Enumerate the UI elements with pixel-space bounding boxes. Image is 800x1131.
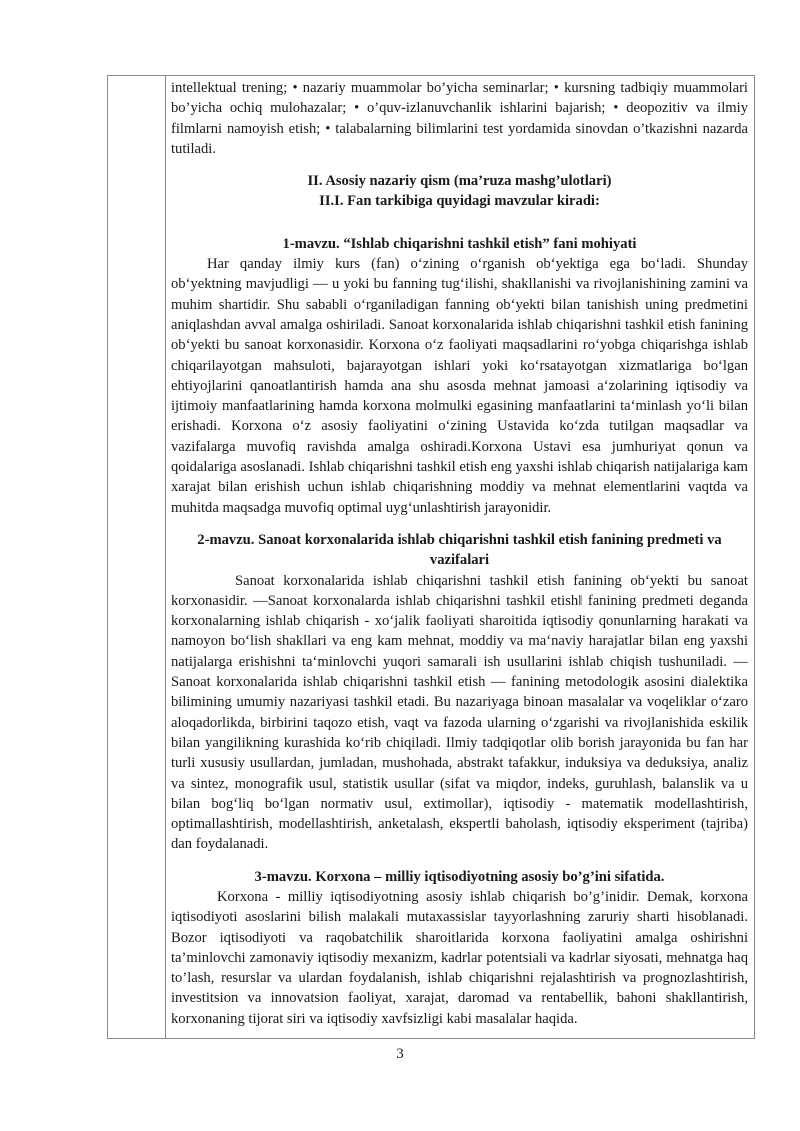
section-title: II. Asosiy nazariy qism (ma’ruza mashg’ulotlari) bbox=[307, 173, 612, 190]
main-content-cell bbox=[171, 78, 748, 1029]
topic-3-title: 3-mavzu. Korxona – milliy iqtisodiyotning asosiy bo’g’ini sifatida. bbox=[254, 868, 665, 885]
left-empty-column bbox=[108, 76, 166, 1038]
topic-1-title: 1-mavzu. “Ishlab chiqarishni tashkil etish” fani mohiyati bbox=[282, 235, 637, 252]
topic-2-body: Sanoat korxonalarida ishlab chiqarishni tashkil etish fanining ob‘yekti bu sanoat korxonasidir. —Sanoat korxonalarda ishlab chiqarishni tashkil etish‖ fanining predmeti deganda korxonalarning ishlab chiqarish - xo‘jalik faoliyati sharoitida iqtisodiy qonunlarning harakati va namoyon bo‘lish shakllari va eng kam mehnat, moddiy va ma‘naviy harajatlar bilan eng yaxshi natijalarga erishishni ta‘minlovchi yuqori samarali ish usullarini ishlab chiqish tushuniladi. —Sanoat korxonalarida ishlab chiqarishni tashkil etish — fanining metodologik asosini dialektika bilimining umumiy nazariyasi tashkil etadi. Bu nazariyaga binoan masalalar va voqeliklar o‘zaro aloqadorlikda, birbirini taqozo etish, vaqt va fazoda ularning o‘zgarishi va rivojlanishida eskilik bilan yangilikning kurashida ko‘rib chiqiladi. Ilmiy tadqiqotlar olib borish jarayonida bu fan har turli xususiy usullardan, jumladan, mushohada, abstrakt tafakkur, induksiya va deduksiya, analiz va sintez, monografik usul, statistik usullar (sifat va miqdor, indeks, guruhlash, balanslik va u bilan bog‘liq bo‘lgan normativ usul, extimollar), iqtisodiy - matematik modellashtirish, optimallashtirish, modellashtirish, anketalash, ekspertli baholash, iqtisodiy eksperiment (tajriba) dan foydalanadi. bbox=[171, 572, 748, 853]
document-table-frame bbox=[107, 75, 755, 1039]
intro-paragraph: intellektual trening; • nazariy muammolar bo’yicha seminarlar; • kursning tadbiqiy muammolari bo’yicha ochiq mulohazalar; • o’quv-izlanuvchanlik ishlarini bajarish; • deopozitiv va ilmiy filmlarni namoyish etish; • talabalarning bilimlarini test yordamida sinovdan o’tkazishni nazarda tutiladi. bbox=[171, 80, 748, 157]
page-number: 3 bbox=[396, 1046, 404, 1062]
topic-2-title: 2-mavzu. Sanoat korxonalarida ishlab chiqarishni tashkil etish fanining predmeti va vazifalari bbox=[197, 531, 722, 569]
section-subtitle: II.I. Fan tarkibiga quyidagi mavzular kiradi: bbox=[319, 193, 600, 210]
topic-3-body: Korxona - milliy iqtisodiyotning asosiy ishlab chiqarish bo’g’inidir. Demak, korxona iqtisodiyoti asoslarini bilish malakali mutaxassislar tayyorlashning zaruriy sharti hisoblanadi. Bozor iqtisodiyoti va raqobatchilik sharoitlarida korxona faoliyatini amalga oshirishni ta’minlovchi zamonaviy iqtisodiy mexanizm, kadrlar potentsiali va kadrlar siyosati, mehnatga haq to’lash, resurslar va ulardan foydalanish, ishlab chiqarishni rejalashtirish va prognozlashtirish, investitsion va innovatsion faoliyat, xarajat, daromad va rentabellik, bahoni shakllantirish, korxonaning tijorat siri va iqtisodiy xavfsizligi kabi masalalar haqida. bbox=[171, 888, 748, 1027]
topic-1-body: Har qanday ilmiy kurs (fan) o‘zining o‘rganish ob‘yektiga ega bo‘ladi. Shunday ob‘yektning mavjudligi — u yoki bu fanning tug‘ilishi, shakllanishi va rivojlanishining zamini va muhim shartidir. Shu sababli o‘rganiladigan fanning ob‘yekti bilan tanishish uning predmetini aniqlashdan avval amalga oshiriladi. Sanoat korxonalarida ishlab chiqarishni tashkil etish fanining ob‘yekti bu sanoat korxonasidir. Korxona o‘z faoliyati maqsadlarini ro‘yobga chiqarishga ishlab chiqarilayotgan mahsuloti, bajarayotgan ishlari yoki ko‘rsatayotgan xizmatlariga bo‘lgan ehtiyojlarini qanoatlantirish hamda ana shu asosda mehnat jamoasi a‘zolarining iqtisodiy va ijtimoiy manfaatlarining hamda korxona molmulki egasining manfaatlarini ta‘minlash yo‘li bilan erishadi. Korxona o‘z asosiy faoliyatini o‘zining Ustavida ko‘zda tutilgan maqsadlar va vazifalarga muvofiq ravishda amalga oshiradi.Korxona Ustavi esa jumhuriyat qonun va qoidalariga asoslanadi. Ishlab chiqarishni tashkil etish eng yaxshi ishlab chiqarish natijalariga kam xarajat bilan erishish uchun ishlab chiqarishning moddiy va mehnat elementlarini vaqtda va muhitda maqsadga muvofiq optimal uyg‘unlashtirish jarayonidir. bbox=[171, 256, 748, 516]
